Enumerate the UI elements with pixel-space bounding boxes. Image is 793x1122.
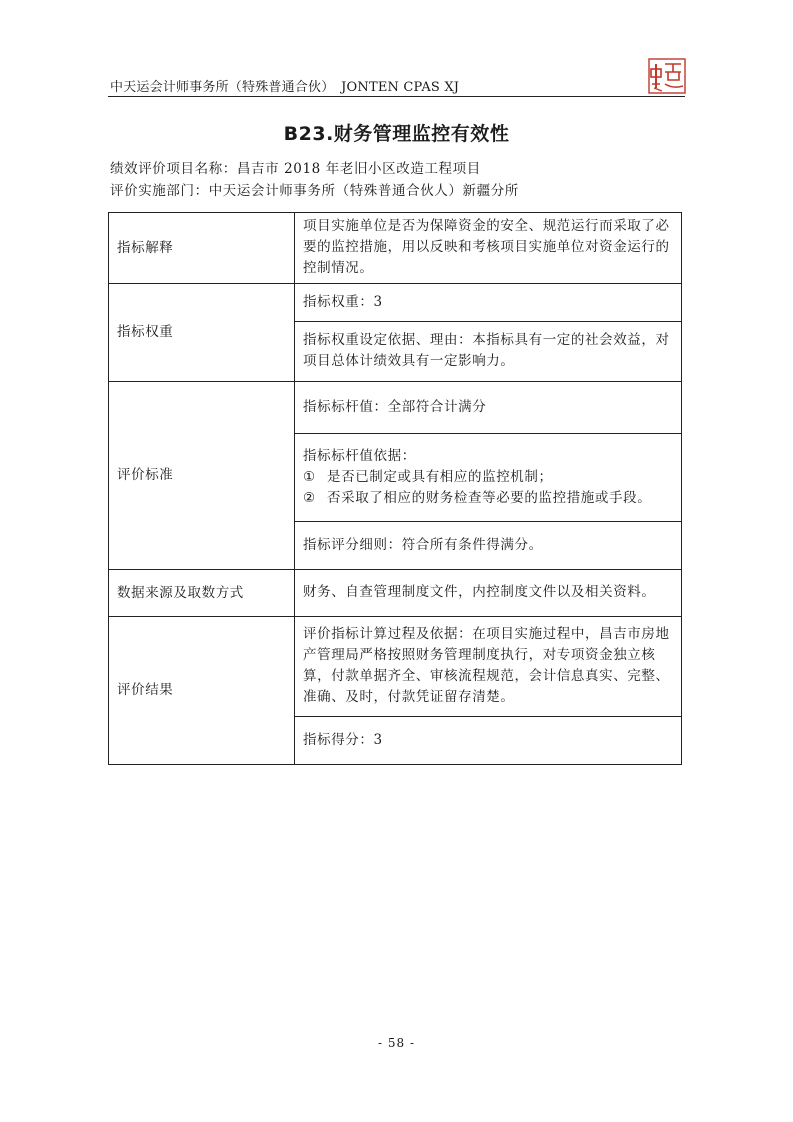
item-text: 是否已制定或具有相应的监控机制；: [327, 468, 553, 485]
benchmark-value: 指标标杆值：全部符合计满分: [295, 382, 682, 434]
table-row: [109, 382, 682, 434]
row-label: 数据来源及取数方式: [109, 570, 295, 617]
indicator-explanation: 项目实施单位是否为保障资金的安全、规范运行而采取了必要的监控措施，用以反映和考核项目实施单位对资金运行的控制情况。: [295, 213, 682, 284]
row-label: 评价结果: [109, 617, 295, 765]
department-line: 评价实施部门：中天运会计师事务所（特殊普通合伙人）新疆分所: [110, 183, 519, 199]
item-number: ②: [303, 489, 316, 506]
row-label: 评价标准: [109, 382, 295, 570]
table-row: [109, 284, 682, 322]
row-label: 指标权重: [109, 284, 295, 382]
table-row: [109, 617, 682, 717]
list-item: [303, 488, 673, 509]
weight-value: 指标权重：3: [295, 284, 682, 322]
table-row: [109, 213, 682, 284]
item-text: 否采取了相应的财务检查等必要的监控措施或手段。: [327, 489, 652, 506]
header-divider: [108, 96, 685, 97]
benchmark-basis-heading: 指标标杆值依据：: [303, 447, 416, 464]
list-item: [303, 467, 673, 488]
benchmark-basis: [295, 434, 682, 522]
indicator-table: [108, 212, 682, 765]
table-row: [109, 570, 682, 617]
item-number: ①: [303, 468, 316, 485]
page-title: B23.财务管理监控有效性: [283, 123, 510, 145]
firm-logo-icon: [648, 58, 686, 94]
scoring-detail: 指标评分细则：符合所有条件得满分。: [295, 522, 682, 570]
page-number: - 58 -: [377, 1036, 415, 1050]
evaluation-process: 评价指标计算过程及依据：在项目实施过程中，昌吉市房地产管理局严格按照财务管理制度执行，对专项资金独立核算，付款单据齐全、审核流程规范，会计信息真实、完整、准确、及时，付款凭证留存清楚。: [295, 617, 682, 717]
project-name-line: 绩效评价项目名称：昌吉市 2018 年老旧小区改造工程项目: [110, 161, 481, 177]
header-firm-name: 中天运会计师事务所（特殊普通合伙） JONTEN CPAS XJ: [110, 80, 460, 95]
row-label: 指标解释: [109, 213, 295, 284]
indicator-score: 指标得分：3: [295, 717, 682, 765]
weight-basis: 指标权重设定依据、理由：本指标具有一定的社会效益，对项目总体计绩效具有一定影响力。: [295, 322, 682, 382]
data-source: 财务、自查管理制度文件，内控制度文件以及相关资料。: [295, 570, 682, 617]
